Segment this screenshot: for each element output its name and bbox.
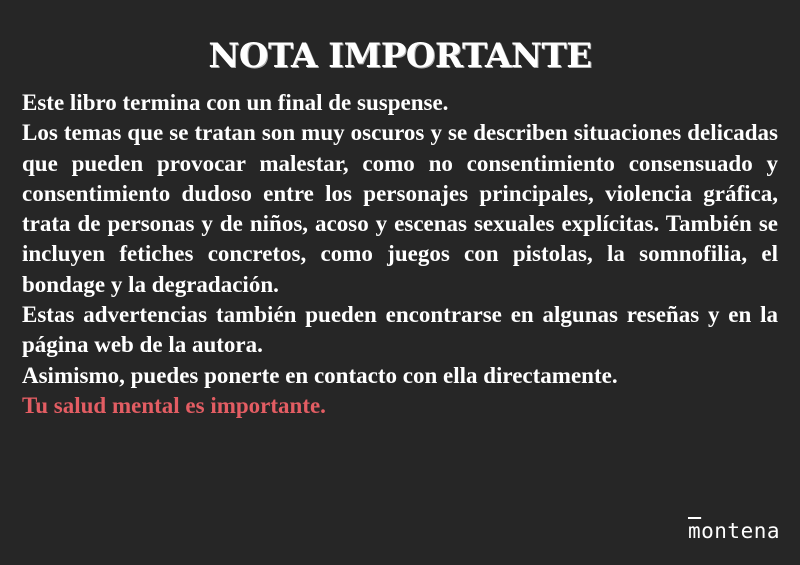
paragraph-reviews: Estas advertencias también pueden encontrarse en algunas reseñas y en la página web de la autora. — [22, 302, 778, 358]
montena-logo — [688, 519, 780, 543]
paragraph-content-warnings: Los temas que se tratan son muy oscuros y se describen situaciones delicadas que pueden provocar malestar, como no consentimiento consensuado y consentimiento dudoso entre los personajes principales, violencia gráfica, trata de personas y de niños, acoso y escenas sexuales explícitas. También se incluyen fetiches concretos, como juegos con pistolas, la somnofilia, el bondage y la degradación. — [22, 120, 778, 297]
notice-body — [22, 88, 778, 421]
logo-text: ontena — [701, 519, 780, 543]
logo-mark: $\overline{m}$ — [687, 519, 702, 543]
paragraph-suspense: Este libro termina con un final de suspense. — [22, 90, 449, 115]
paragraph-contact: Asimismo, puedes ponerte en contacto con ella directamente. — [22, 362, 618, 388]
page-title: NOTA IMPORTANTE — [208, 36, 592, 76]
mental-health-note: Tu salud mental es importante. — [22, 392, 326, 418]
